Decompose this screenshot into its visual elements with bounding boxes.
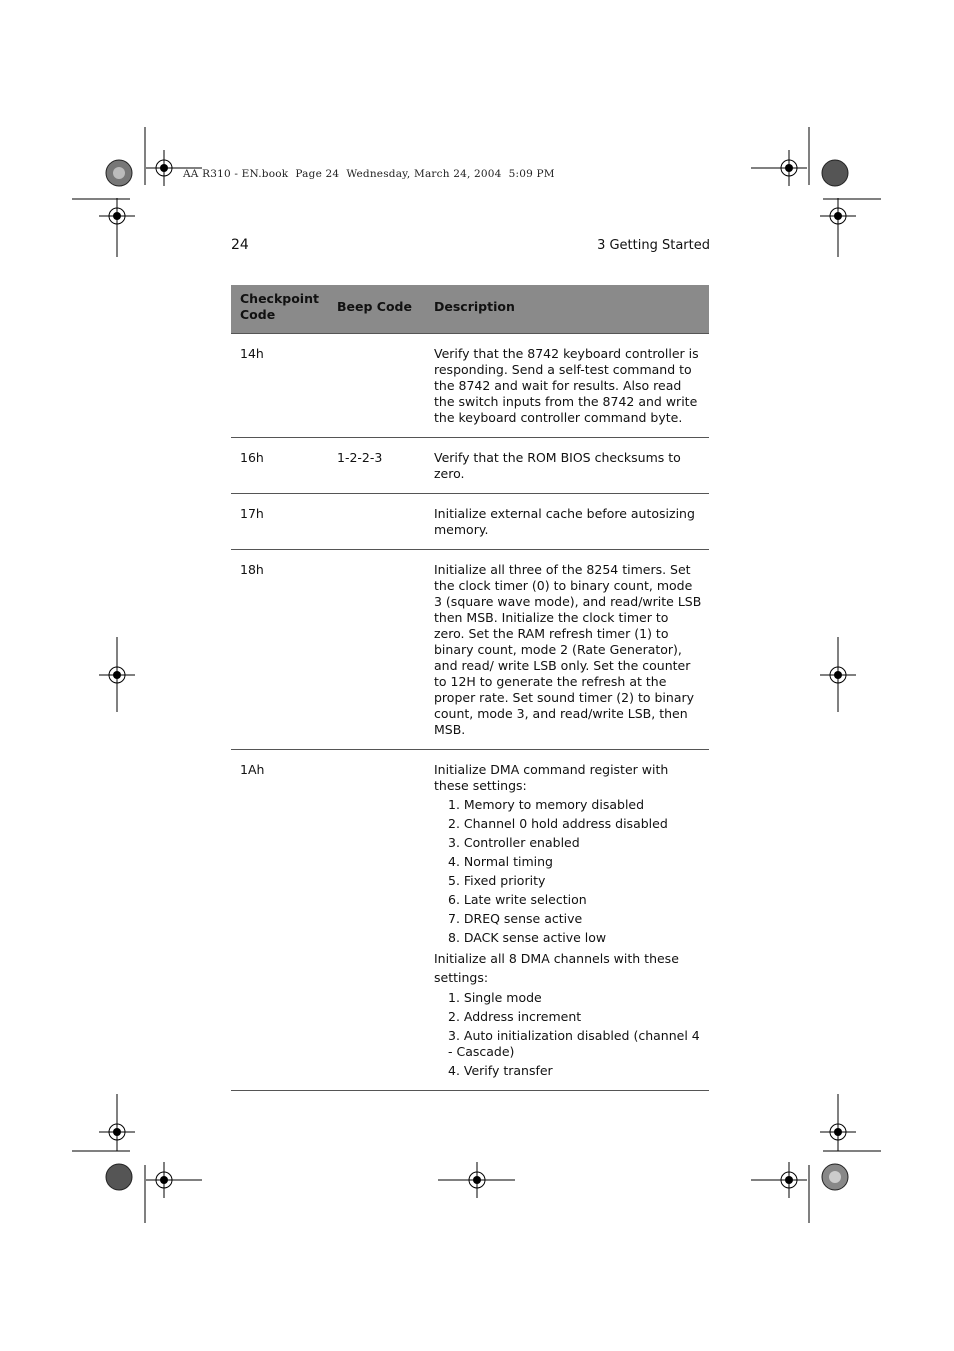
list-item: 4. Normal timing (448, 854, 553, 869)
description-cell (434, 494, 702, 549)
column-header-beep-code: Beep Code (337, 299, 412, 314)
list-item: 3. Controller enabled (448, 835, 580, 850)
list-item: 2. Address increment (448, 1009, 582, 1024)
table-row (231, 438, 709, 494)
list-item: 8. DACK sense active low (448, 930, 607, 945)
page-number: 24 (231, 237, 249, 253)
description-cell (434, 550, 702, 749)
description-cell (434, 750, 702, 1090)
description-text: Initialize all three of the 8254 timers. Set the clock timer (0) to binary count, mode 3 (square wave mode), and read/write LSB then MSB. Initialize the clock timer to zero. Set the RAM refresh timer (1) to binary count, mode 2 (Rate Generator), and read/ write LSB only. Set the counter to 12H to generate the refresh at the proper rate. Set sound timer (2) to binary count, mode 3, and read/write LSB, then MSB. (434, 562, 702, 737)
list-item: 2. Channel 0 hold address disabled (448, 816, 668, 831)
table-header (231, 285, 709, 334)
table-row (231, 750, 709, 1091)
beep-code-cell: 1-2-2-3 (337, 450, 383, 465)
description-cell (434, 438, 702, 493)
list-item: 3. Auto initialization disabled (channel 4 - Cascade) (448, 1028, 700, 1059)
table-row (231, 334, 709, 438)
list-item: 1. Memory to memory disabled (448, 797, 645, 812)
list-item: 7. DREQ sense active (448, 911, 583, 926)
column-header-description: Description (434, 299, 515, 314)
description-text: Initialize DMA command register with these settings: (434, 762, 669, 793)
checkpoint-code-cell: 1Ah (240, 762, 265, 777)
checkpoint-code-cell: 14h (240, 346, 264, 361)
description-text: Initialize external cache before autosizing memory. (434, 506, 695, 537)
list-item: 1. Single mode (448, 990, 542, 1005)
print-slug: AA R310 - EN.book Page 24 Wednesday, March 24, 2004 5:09 PM (183, 168, 555, 180)
beep-code-table (231, 285, 709, 1091)
column-header-checkpoint-code: Checkpoint Code (240, 291, 319, 322)
description-text: Verify that the 8742 keyboard controller is responding. Send a self-test command to the 8742 and wait for results. Also read the switch inputs from the 8742 and write the keyboard controller command byte. (434, 346, 699, 425)
list-item: 5. Fixed priority (448, 873, 546, 888)
table-row (231, 494, 709, 550)
checkpoint-code-cell: 18h (240, 562, 264, 577)
checkpoint-code-cell: 17h (240, 506, 264, 521)
running-head: 3 Getting Started (597, 238, 710, 253)
table-row (231, 550, 709, 750)
list-item: 6. Late write selection (448, 892, 587, 907)
description-cell (434, 334, 702, 437)
checkpoint-code-cell: 16h (240, 450, 264, 465)
description-text: Verify that the ROM BIOS checksums to zero. (434, 450, 681, 481)
list-item: 4. Verify transfer (448, 1063, 553, 1078)
description-text: Initialize all 8 DMA channels with these settings: (434, 951, 679, 985)
